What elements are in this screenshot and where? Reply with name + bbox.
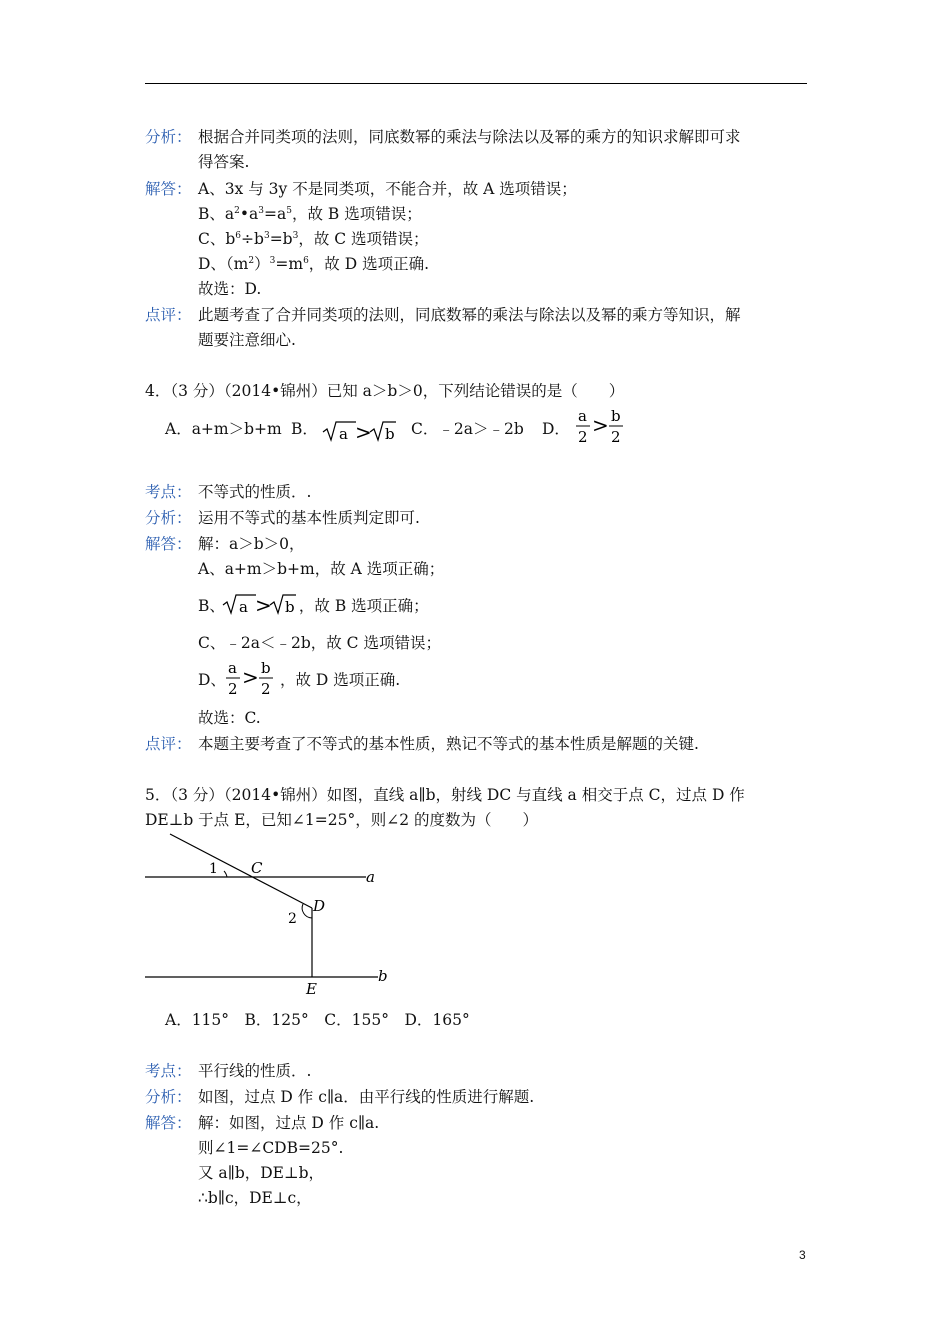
q4-option-a: A．a+m＞b+m — [165, 420, 282, 438]
q5-analysis — [145, 1087, 534, 1107]
exp: 3 — [258, 206, 264, 216]
text: 此题考查了合并同类项的法则，同底数幂的乘法与除法以及幂的乘方等知识，解 — [198, 306, 741, 324]
label-c: C — [251, 859, 263, 877]
label: B． — [291, 420, 318, 438]
t: C、b — [198, 230, 236, 248]
gt-sign: > — [355, 420, 372, 444]
q3-comment — [145, 305, 741, 325]
exp: 2 — [248, 256, 255, 266]
q3-choose: 故选：D. — [198, 280, 262, 298]
label-2: 2 — [288, 911, 297, 927]
text: 本题主要考查了不等式的基本性质，熟记不等式的基本性质是解题的关键. — [198, 735, 699, 753]
t: D、（m — [198, 255, 249, 273]
frac-num-b: b — [611, 407, 621, 425]
t: B、a — [198, 205, 235, 223]
frac-num-a: a — [578, 407, 587, 425]
q4-answer-b-formula — [222, 591, 296, 617]
gt-sign: > — [255, 593, 272, 617]
exp: 5 — [286, 206, 292, 216]
page-number: 3 — [799, 1248, 806, 1262]
exp: 2 — [234, 206, 240, 216]
label: 解答： — [145, 180, 192, 198]
t: =m — [275, 255, 304, 273]
frac-den: 2 — [228, 680, 238, 698]
q4-answer-d-formula — [224, 657, 276, 699]
exp: 3 — [292, 231, 299, 241]
q5-answer-4: ∴b∥c，DE⊥c， — [198, 1189, 312, 1207]
q4-option-d — [542, 419, 570, 439]
label: 分析： — [145, 1088, 192, 1106]
label-1: 1 — [209, 861, 218, 877]
label: 解答： — [145, 535, 192, 553]
q5-stem-2: DE⊥b 于点 E，已知∠1=25°，则∠2 的度数为（ ） — [145, 811, 538, 829]
q3-analysis-cont: 得答案. — [198, 153, 250, 171]
label: 考点： — [145, 1062, 192, 1080]
q5-options: A．115° B．125° C．155° D．165° — [165, 1011, 470, 1029]
q5-point — [145, 1061, 311, 1081]
q5-figure — [140, 828, 400, 1000]
label: D、 — [198, 671, 226, 689]
label: B、 — [198, 597, 225, 615]
text: 根据合并同类项的法则，同底数幂的乘法与除法以及幂的乘方的知识求解即可求 — [198, 128, 741, 146]
t: ，故 B 选项错误； — [291, 205, 422, 223]
label: 考点： — [145, 483, 192, 501]
t: =b — [269, 230, 293, 248]
q3-analysis — [145, 127, 741, 147]
sqrt-var-b: b — [385, 425, 395, 443]
q3-answer-c — [198, 229, 429, 249]
text: ，故 D 选项正确. — [279, 671, 401, 689]
label: 点评： — [145, 735, 192, 753]
text: A、3x 与 3y 不是同类项，不能合并，故 A 选项错误； — [198, 180, 577, 198]
label: 解答： — [145, 1114, 192, 1132]
sqrt-var-b: b — [285, 598, 295, 616]
q4-comment — [145, 734, 699, 754]
label-b: b — [378, 967, 388, 985]
label: 分析： — [145, 509, 192, 527]
q4-answer-c: C、﹣2a＜﹣2b，故 C 选项错误； — [198, 634, 441, 652]
q3-answer-d — [198, 254, 429, 274]
t: ，故 D 选项正确. — [308, 255, 430, 273]
text: 解：a＞b＞0， — [198, 535, 305, 553]
q5-answer-1 — [145, 1113, 379, 1133]
q3-comment-cont: 题要注意细心. — [198, 331, 296, 349]
frac-den: 2 — [261, 680, 271, 698]
q4-answer-intro — [145, 534, 305, 554]
label-d: D — [313, 897, 326, 915]
text: 运用不等式的基本性质判定即可. — [198, 509, 420, 527]
label: D． — [542, 420, 570, 438]
q4-point — [145, 482, 311, 502]
q5-stem-1: 5．（3 分）（2014•锦州）如图，直线 a∥b，射线 DC 与直线 a 相交于点 C，过点 D 作 — [145, 786, 745, 804]
exp: 3 — [263, 231, 270, 241]
q4-analysis — [145, 508, 420, 528]
gt-sign: > — [592, 413, 609, 437]
label-e: E — [306, 980, 317, 998]
exp: 6 — [235, 231, 242, 241]
q3-answer-a — [145, 179, 577, 199]
ray-dc — [170, 834, 312, 908]
q4-stem: 4．（3 分）（2014•锦州）已知 a＞b＞0，下列结论错误的是（ ） — [145, 382, 625, 400]
label: 分析： — [145, 128, 192, 146]
header-rule — [145, 83, 807, 84]
frac-den: 2 — [578, 428, 588, 446]
q4-option-c: C．﹣2a＞﹣2b — [411, 420, 524, 438]
text: 不等式的性质．. — [198, 483, 312, 501]
t: ÷b — [241, 230, 264, 248]
q5-answer-2: 则∠1=∠CDB=25°. — [198, 1139, 344, 1157]
text: 解：如图，过点 D 作 c∥a. — [198, 1114, 380, 1132]
gt-sign: > — [242, 665, 259, 689]
q4-option-b — [291, 419, 318, 439]
frac-den: 2 — [611, 428, 621, 446]
frac-num-a: a — [228, 659, 237, 677]
text: 平行线的性质．. — [198, 1062, 312, 1080]
text: ，故 B 选项正确； — [298, 597, 429, 615]
exp: 3 — [269, 256, 276, 266]
q4-option-d-formula — [574, 405, 626, 447]
t: ） — [254, 255, 270, 273]
q4-choose: 故选：C. — [198, 709, 261, 727]
q4-answer-a: A、a+m＞b+m，故 A 选项正确； — [198, 560, 445, 578]
t: =a — [264, 205, 287, 223]
t: ，故 C 选项错误； — [298, 230, 429, 248]
frac-num-b: b — [261, 659, 271, 677]
q5-answer-3: 又 a∥b，DE⊥b， — [198, 1164, 324, 1182]
angle-1-arc — [224, 871, 227, 877]
text: 如图，过点 D 作 c∥a．由平行线的性质进行解题. — [198, 1088, 535, 1106]
sqrt-var-a: a — [339, 425, 348, 443]
exp: 6 — [303, 256, 309, 266]
label-a: a — [366, 868, 375, 886]
sqrt-var-a: a — [239, 598, 248, 616]
label: 点评： — [145, 306, 192, 324]
t: •a — [239, 205, 259, 223]
q3-answer-b — [198, 204, 422, 224]
q4-option-b-formula — [322, 418, 396, 444]
